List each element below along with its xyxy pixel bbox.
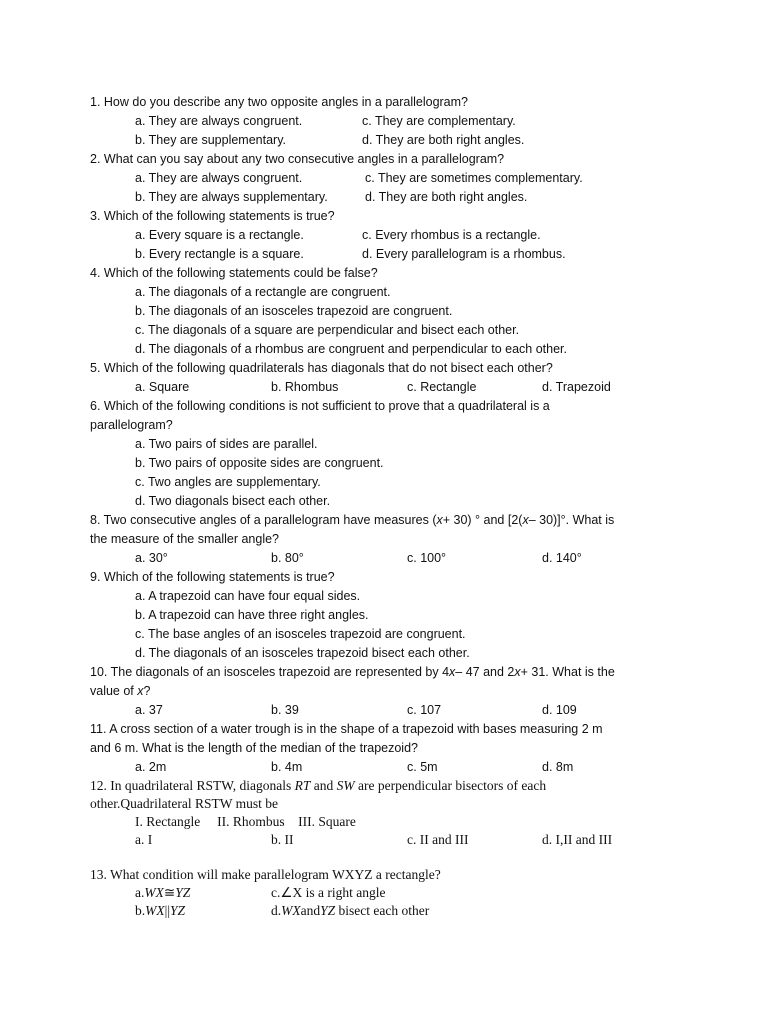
q13-option-d-label: d. xyxy=(271,903,282,918)
q12-stem-line1 xyxy=(90,776,546,795)
q12-stem-text: 12. In quadrilateral RSTW, diagonals xyxy=(90,778,295,793)
q10-stem-line1 xyxy=(90,663,615,682)
q8-stem-line1 xyxy=(90,511,614,530)
q5-option-b: b. Rhombus xyxy=(271,380,339,394)
q2-option-b: b. They are always supplementary. xyxy=(135,190,328,204)
q11-stem-line2: and 6 m. What is the length of the median of the trapezoid? xyxy=(90,741,418,755)
q10-stem-text: value of xyxy=(90,684,138,698)
q6-option-b: b. Two pairs of opposite sides are congruent. xyxy=(135,456,384,470)
q12-option-c: c. II and III xyxy=(407,832,469,847)
q1-option-a: a. They are always congruent. xyxy=(135,114,303,128)
q12-option-b: b. II xyxy=(271,832,294,847)
q9-option-d: d. The diagonals of an isosceles trapezoid bisect each other. xyxy=(135,646,470,660)
q10-stem-text: ? xyxy=(143,684,151,698)
q8-option-a: a. 30° xyxy=(135,551,168,565)
q10-variable-x: x xyxy=(137,684,144,698)
q8-option-d: d. 140° xyxy=(542,551,582,565)
q13-option-d-text: bisect each other xyxy=(335,903,430,918)
q4-option-c: c. The diagonals of a square are perpendicular and bisect each other. xyxy=(135,323,520,337)
q1-stem: 1. How do you describe any two opposite angles in a parallelogram? xyxy=(90,95,469,109)
q13-segment-yz: YZ xyxy=(175,885,191,900)
q10-option-b: b. 39 xyxy=(271,703,299,717)
q10-option-d: d. 109 xyxy=(542,703,577,717)
q10-variable-x: x xyxy=(449,665,456,679)
q10-variable-x: x xyxy=(514,665,521,679)
q13-segment-yz: YZ xyxy=(170,903,186,918)
q12-stem-line2: other.Quadrilateral RSTW must be xyxy=(90,796,278,811)
q13-segment-wx: WX xyxy=(144,885,164,900)
q10-stem-line2 xyxy=(90,682,150,701)
q4-stem: 4. Which of the following statements could be false? xyxy=(90,266,378,280)
q12-diagonal-rt: RT xyxy=(294,778,311,793)
q3-option-a: a. Every square is a rectangle. xyxy=(135,228,304,242)
q13-segment-yz: YZ xyxy=(320,903,336,918)
q12-choices: I. Rectangle II. Rhombus III. Square xyxy=(135,814,356,829)
q6-option-d: d. Two diagonals bisect each other. xyxy=(135,494,331,508)
q8-stem-text: + 30) ° and [2( xyxy=(442,513,523,527)
congruent-symbol: ≅ xyxy=(163,885,176,900)
q13-segment-wx: WX xyxy=(281,903,301,918)
q13-option-b-label: b. xyxy=(135,903,146,918)
q12-option-d: d. I,II and III xyxy=(542,832,613,847)
q11-stem-line1: 11. A cross section of a water trough is in the shape of a trapezoid with bases measuring 2 m xyxy=(90,722,603,736)
q11-option-a: a. 2m xyxy=(135,760,167,774)
q4-option-d: d. The diagonals of a rhombus are congruent and perpendicular to each other. xyxy=(135,342,568,356)
parallel-symbol: || xyxy=(164,903,171,918)
q2-option-a: a. They are always congruent. xyxy=(135,171,303,185)
q11-option-c: c. 5m xyxy=(407,760,438,774)
q2-stem: 2. What can you say about any two consecutive angles in a parallelogram? xyxy=(90,152,505,166)
q6-option-a: a. Two pairs of sides are parallel. xyxy=(135,437,318,451)
q1-option-b: b. They are supplementary. xyxy=(135,133,287,147)
q6-stem-line1: 6. Which of the following conditions is not sufficient to prove that a quadrilateral is a xyxy=(90,399,550,413)
q5-option-d: d. Trapezoid xyxy=(542,380,611,394)
q9-stem: 9. Which of the following statements is true? xyxy=(90,570,335,584)
q12-stem-text: and xyxy=(310,778,337,793)
q13-stem: 13. What condition will make parallelogram WXYZ a rectangle? xyxy=(90,867,441,882)
q3-option-c: c. Every rhombus is a rectangle. xyxy=(362,228,541,242)
q8-option-b: b. 80° xyxy=(271,551,304,565)
q13-option-c xyxy=(271,883,385,902)
q4-option-b: b. The diagonals of an isosceles trapezoid are congruent. xyxy=(135,304,453,318)
q8-variable-x: x xyxy=(436,513,443,527)
q13-option-c-text: ∠X is a right angle xyxy=(280,885,386,900)
q6-option-c: c. Two angles are supplementary. xyxy=(135,475,321,489)
q11-option-b: b. 4m xyxy=(271,760,303,774)
q5-stem: 5. Which of the following quadrilaterals has diagonals that do not bisect each other? xyxy=(90,361,553,375)
q10-option-c: c. 107 xyxy=(407,703,442,717)
q13-option-d-text: and xyxy=(300,903,321,918)
q8-stem-text: 8. Two consecutive angles of a parallelogram have measures ( xyxy=(90,513,437,527)
q10-option-a: a. 37 xyxy=(135,703,163,717)
q9-option-a: a. A trapezoid can have four equal sides. xyxy=(135,589,361,603)
q4-option-a: a. The diagonals of a rectangle are congruent. xyxy=(135,285,391,299)
q13-option-a xyxy=(135,883,190,902)
q2-option-c: c. They are sometimes complementary. xyxy=(365,171,583,185)
q3-option-d: d. Every parallelogram is a rhombus. xyxy=(362,247,566,261)
q13-option-a-label: a. xyxy=(135,885,145,900)
q13-option-d xyxy=(271,901,429,920)
q10-stem-text: 10. The diagonals of an isosceles trapezoid are represented by 4 xyxy=(90,665,450,679)
q9-option-c: c. The base angles of an isosceles trapezoid are congruent. xyxy=(135,627,466,641)
q9-option-b: b. A trapezoid can have three right angles. xyxy=(135,608,369,622)
q11-option-d: d. 8m xyxy=(542,760,574,774)
q5-option-c: c. Rectangle xyxy=(407,380,477,394)
q2-option-d: d. They are both right angles. xyxy=(365,190,528,204)
q10-stem-text: – 47 and 2 xyxy=(455,665,515,679)
q13-option-c-label: c. xyxy=(271,885,281,900)
q6-stem-line2: parallelogram? xyxy=(90,418,173,432)
q1-option-d: d. They are both right angles. xyxy=(362,133,525,147)
q8-option-c: c. 100° xyxy=(407,551,447,565)
q12-option-a: a. I xyxy=(135,832,153,847)
q5-option-a: a. Square xyxy=(135,380,190,394)
q10-stem-text: + 31. What is the xyxy=(520,665,615,679)
q8-variable-x: x xyxy=(522,513,529,527)
q13-segment-wx: WX xyxy=(145,903,165,918)
q1-option-c: c. They are complementary. xyxy=(362,114,516,128)
q3-option-b: b. Every rectangle is a square. xyxy=(135,247,304,261)
q12-diagonal-sw: SW xyxy=(336,778,355,793)
q8-stem-line2: the measure of the smaller angle? xyxy=(90,532,279,546)
q13-option-b xyxy=(135,901,185,920)
q8-stem-text: – 30)]°. What is xyxy=(528,513,615,527)
q3-stem: 3. Which of the following statements is true? xyxy=(90,209,335,223)
q12-stem-text: are perpendicular bisectors of each xyxy=(354,778,547,793)
